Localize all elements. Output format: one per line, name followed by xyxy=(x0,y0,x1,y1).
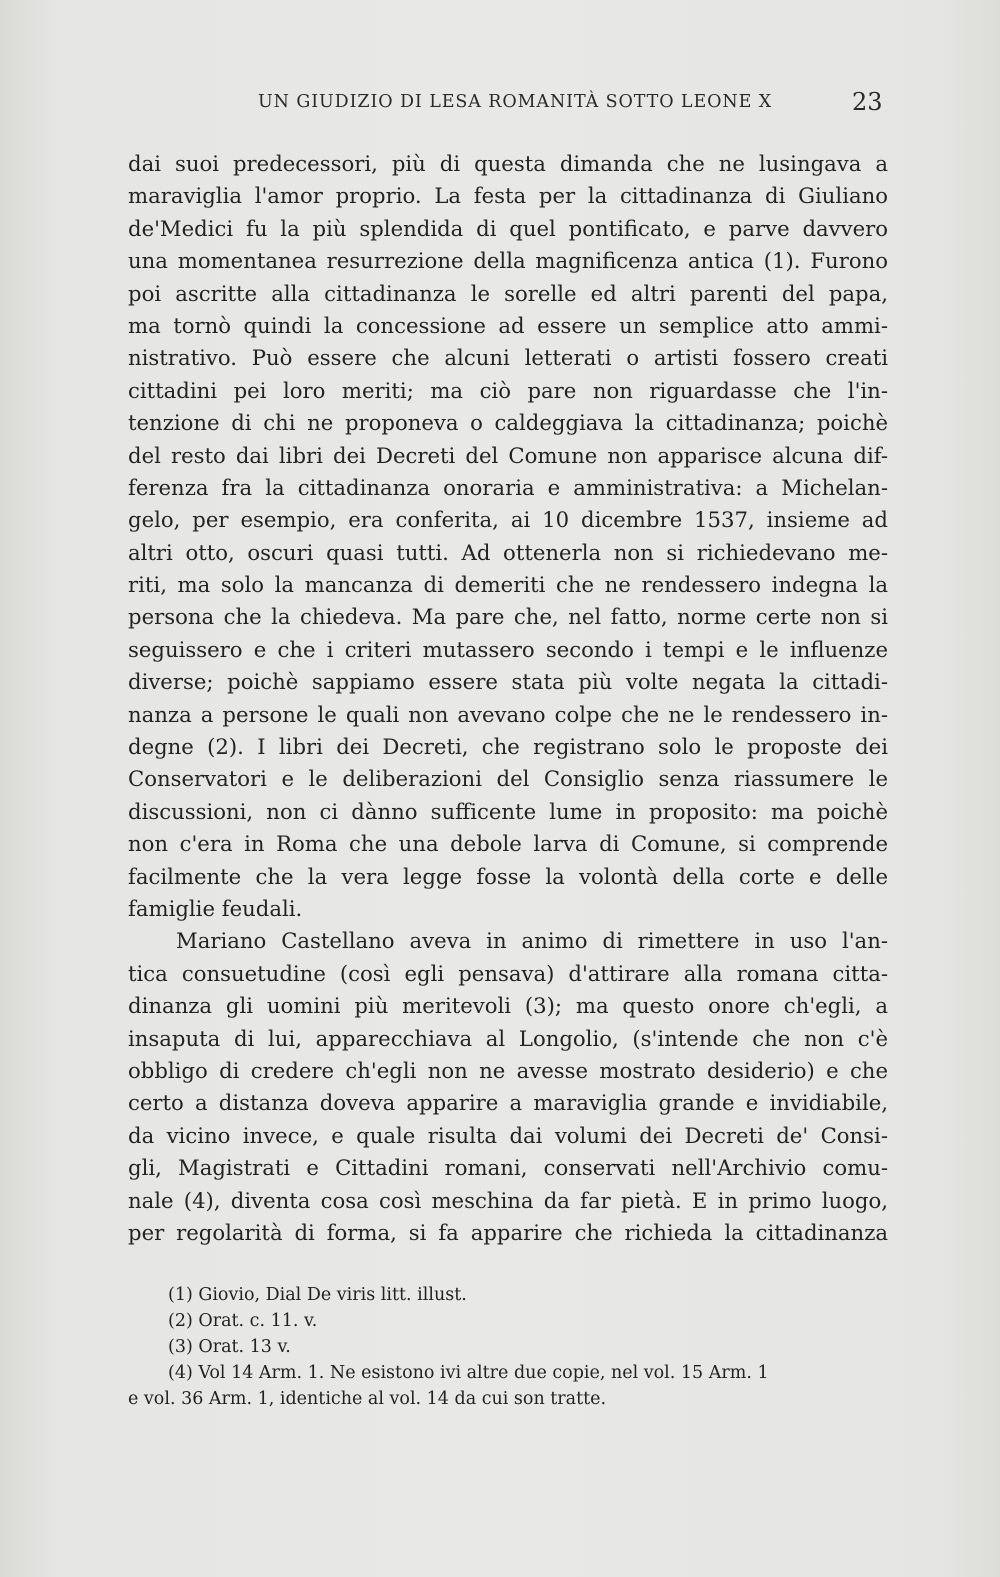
text-line: altri otto, oscuri quasi tutti. Ad ottenerla non si richiedevano me- xyxy=(128,539,888,565)
text-line: persona che la chiedeva. Ma pare che, nel fatto, norme certe non si xyxy=(128,604,888,630)
text-line: certo a distanza doveva apparire a maraviglia grande e invidiabile, xyxy=(128,1090,888,1116)
body-text xyxy=(128,148,888,1249)
text-line: insaputa di lui, apparecchiava al Longolio, (s'intende che non c'è xyxy=(128,1025,888,1051)
footnote-continuation: e vol. 36 Arm. 1, identiche al vol. 14 da cui son tratte. xyxy=(128,1389,607,1409)
text-line: gli, Magistrati e Cittadini romani, conservati nell'Archivio comu- xyxy=(128,1155,888,1181)
text-line: diverse; poichè sappiamo essere stata più volte negata la cittadi- xyxy=(128,669,888,695)
text-line: seguissero e che i criteri mutassero secondo i tempi e le influenze xyxy=(128,636,888,662)
text-line: del resto dai libri dei Decreti del Comune non apparisce alcuna dif- xyxy=(128,442,888,468)
running-title: UN GIUDIZIO DI LESA ROMANITÀ SOTTO LEONE X xyxy=(258,92,773,112)
text-line: riti, ma solo la mancanza di demeriti che ne rendessero indegna la xyxy=(128,572,888,598)
footnote: (2) Orat. c. 11. v. xyxy=(168,1311,318,1331)
footnote: (4) Vol 14 Arm. 1. Ne esistono ivi altre due copie, nel vol. 15 Arm. 1 xyxy=(168,1363,769,1383)
text-line: da vicino invece, e quale risulta dai volumi dei Decreti de' Consi- xyxy=(128,1122,888,1148)
text-line: de'Medici fu la più splendida di quel pontificato, e parve davvero xyxy=(128,215,888,241)
text-line: discussioni, non ci dànno sufficente lume in proposito: ma poichè xyxy=(128,798,888,824)
text-line: non c'era in Roma che una debole larva di Comune, si comprende xyxy=(128,831,888,857)
text-line: una momentanea resurrezione della magnificenza antica (1). Furono xyxy=(128,248,888,274)
text-line: nanza a persone le quali non avevano colpe che ne le rendessero in- xyxy=(128,701,888,727)
text-line: nistrativo. Può essere che alcuni letterati o artisti fossero creati xyxy=(128,345,888,371)
page-number: 23 xyxy=(852,88,883,116)
text-line: ferenza fra la cittadinanza onoraria e amministrativa: a Michelan- xyxy=(128,474,888,500)
text-line: tenzione di chi ne proponeva o caldeggiava la cittadinanza; poichè xyxy=(128,410,888,436)
text-line: dinanza gli uomini più meritevoli (3); ma questo onore ch'egli, a xyxy=(128,993,888,1019)
text-line: per regolarità di forma, si fa apparire che richieda la cittadinanza xyxy=(128,1219,888,1245)
text-line: tica consuetudine (così egli pensava) d'attirare alla romana citta- xyxy=(128,960,888,986)
text-line: maraviglia l'amor proprio. La festa per la cittadinanza di Giuliano xyxy=(128,183,888,209)
text-line: nale (4), diventa cosa così meschina da far pietà. E in primo luogo, xyxy=(128,1187,888,1213)
text-line: gelo, per esempio, era conferita, ai 10 dicembre 1537, insieme ad xyxy=(128,507,888,533)
footnotes xyxy=(128,1282,888,1412)
text-line: obbligo di credere ch'egli non ne avesse mostrato desiderio) e che xyxy=(128,1057,888,1083)
footnote: (3) Orat. 13 v. xyxy=(168,1337,291,1357)
text-line: famiglie feudali. xyxy=(128,895,303,921)
text-line: ma tornò quindi la concessione ad essere un semplice atto ammi- xyxy=(128,312,888,338)
text-line: dai suoi predecessori, più di questa dimanda che ne lusingava a xyxy=(128,151,888,176)
footnote: (1) Giovio, Dial De viris litt. illust. xyxy=(168,1285,467,1305)
text-line: cittadini pei loro meriti; ma ciò pare non riguardasse che l'in- xyxy=(128,377,888,403)
text-line: poi ascritte alla cittadinanza le sorelle ed altri parenti del papa, xyxy=(128,280,888,306)
text-line: degne (2). I libri dei Decreti, che registrano solo le proposte dei xyxy=(128,734,888,760)
text-line: Mariano Castellano aveva in animo di rimettere in uso l'an- xyxy=(176,928,888,954)
text-line: facilmente che la vera legge fosse la volontà della corte e delle xyxy=(128,863,888,889)
text-line: Conservatori e le deliberazioni del Consiglio senza riassumere le xyxy=(128,766,888,792)
